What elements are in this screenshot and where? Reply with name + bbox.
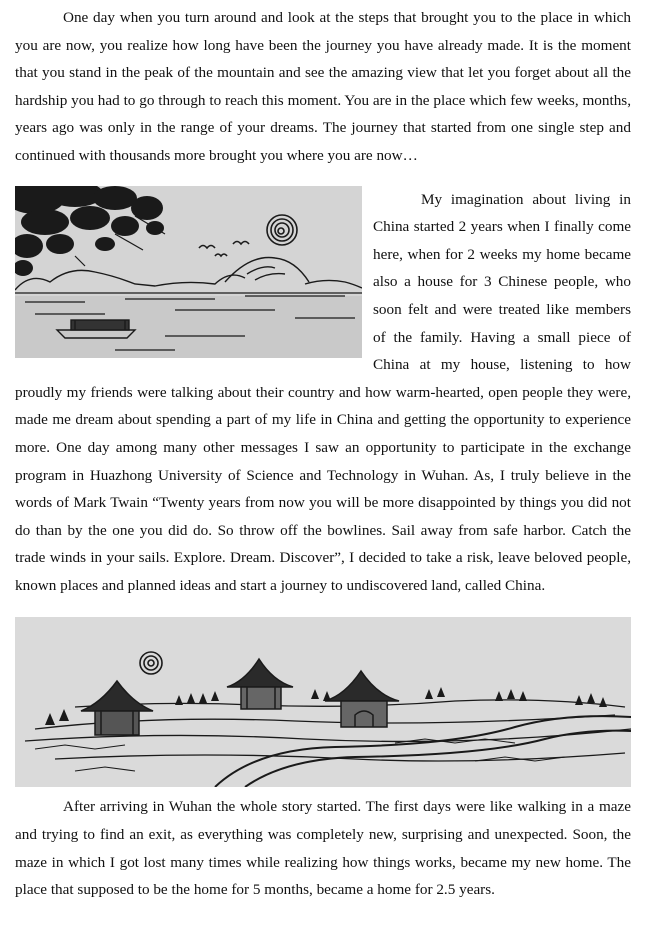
float-section (15, 186, 631, 600)
lake-sketch-illustration (15, 186, 362, 358)
document-page (15, 0, 631, 904)
paragraph-intro: One day when you turn around and look at the steps that brought you to the place in which you are now, you realize how long have been the journey you have already made. It is the moment that you stand in the peak of the mountain and see the amazing view that let you forget about all the hardship you had to go through to reach this moment. You are in the place which few weeks, months, years ago was only in the range of your dreams. The journey that started from one single step and continued with thousands more brought you where you are now… (15, 9, 631, 164)
paragraph-arrival: After arriving in Wuhan the whole story started. The first days were like walking in a maze and trying to find an exit, as everything was completely new, surprising and unexpected. Soon, the maze in which I got lost many times while realizing how things works, became my new home. The place that supposed to be the home for 5 months, became a home for 2.5 years. (15, 798, 631, 899)
paragraph-imagination: My imagination about living in China started 2 years when I finally come here, when for 2 weeks my home became also a house for 3 Chinese people, who soon felt and were treated like members of the family. Having a small piece of China at my house, listening to how proudly my friends were talking about their country and how warm-hearted, open people they were, made me dream about spending a part of my life in China and getting the opportunity to experience more. One day among many other messages I saw an opportunity to participate in the exchange program in Huazhong University of Science and Technology in Wuhan. As, I truly believe in the words of Mark Twain “Twenty years from now you will be more disappointed by things you did not do than by the one you did do. So throw off the bowlines. Sail away from safe harbor. Catch the trade winds in your sails. Explore. Dream. Discover”, I decided to take a risk, leave beloved people, known places and planned ideas and start a journey to undiscovered land, called China. (15, 190, 631, 594)
village-sketch-illustration (15, 617, 631, 787)
